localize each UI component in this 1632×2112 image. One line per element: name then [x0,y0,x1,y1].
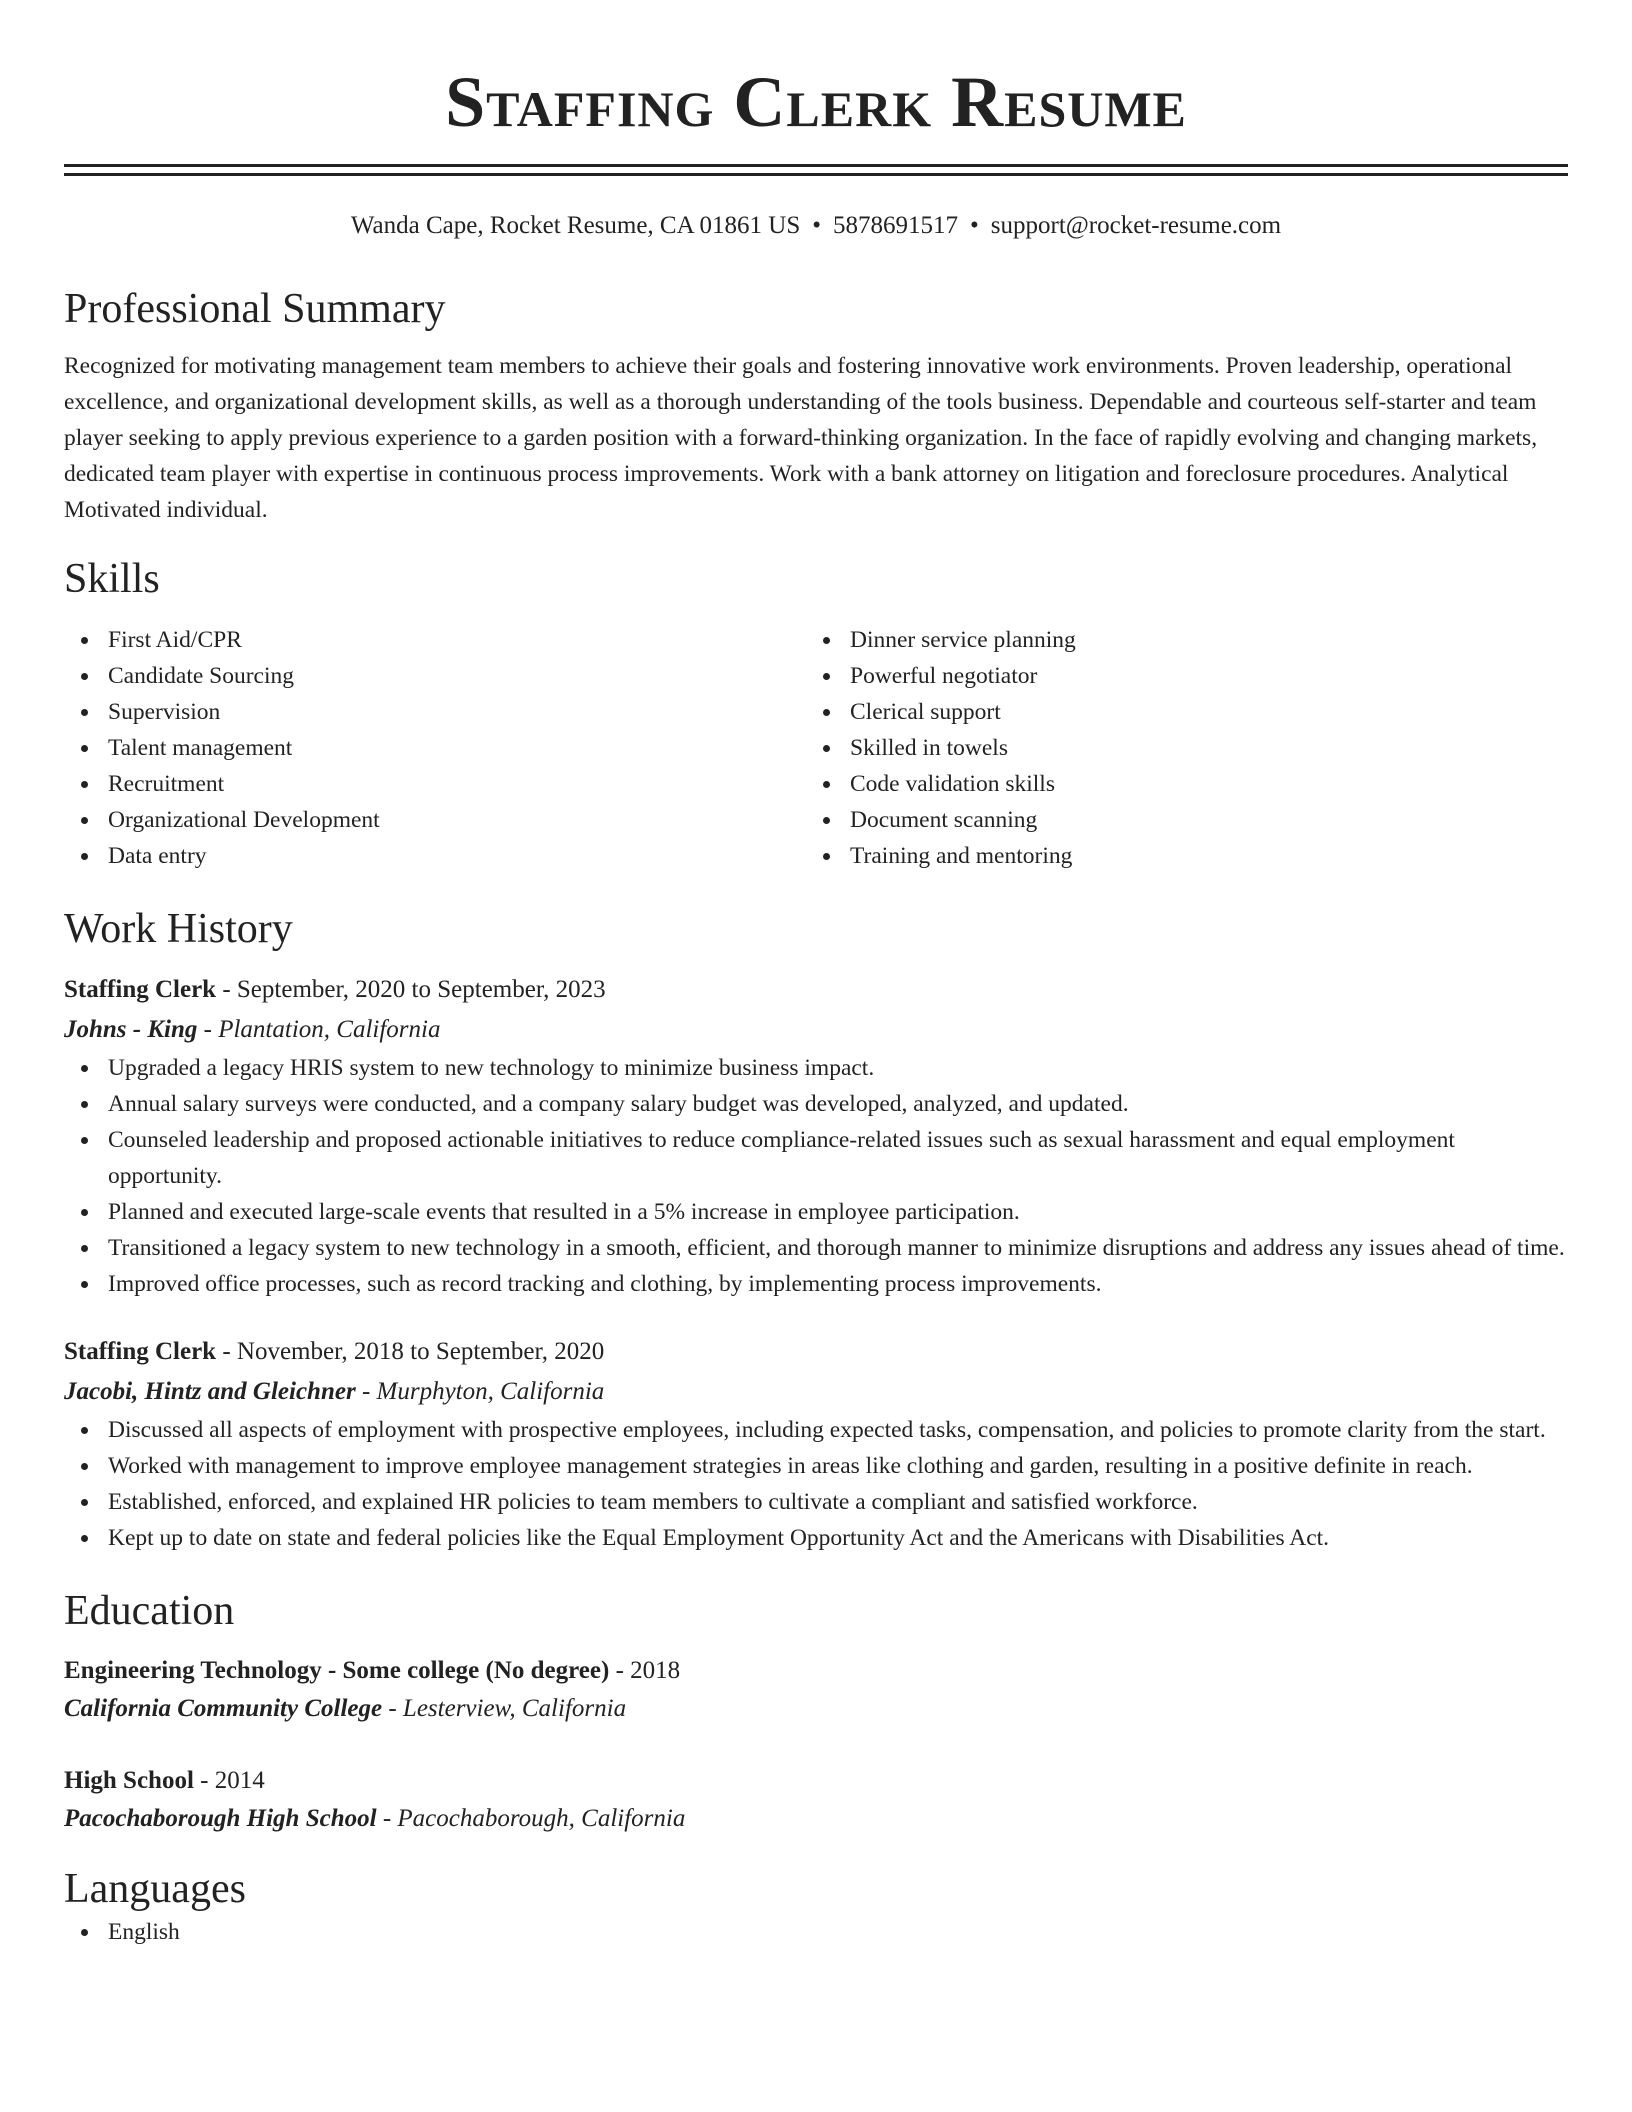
resume-title: Staffing Clerk Resume [445,62,1187,142]
languages-list [64,1914,1568,1950]
skill-item: Training and mentoring [806,838,1548,874]
job-bullet: Annual salary surveys were conducted, and a company salary budget was developed, analyzed, and updated. [64,1086,1568,1122]
education-school-line [64,1690,1568,1728]
language-item: English [64,1914,1568,1950]
education-school: California Community College [64,1695,383,1722]
section-heading-education: Education [64,1588,235,1634]
skills-list [64,622,1568,874]
skill-item: Document scanning [806,802,1548,838]
skill-item: Recruitment [64,766,806,802]
job-bullet: Counseled leadership and proposed actionable initiatives to reduce compliance-related issues such as sexual harassment and equal employment opportunity. [64,1122,1568,1194]
job-bullet: Upgraded a legacy HRIS system to new technology to minimize business impact. [64,1050,1568,1086]
job-entry [64,970,1568,1302]
education-year: - 2018 [609,1657,681,1684]
skill-item: Candidate Sourcing [64,658,806,694]
job-dates: - September, 2020 to September, 2023 [216,976,606,1003]
contact-phone: 5878691517 [833,212,959,239]
education-year: - 2014 [193,1767,265,1794]
education-entry [64,1762,1568,1838]
title-divider-bottom [64,173,1568,176]
section-heading-skills: Skills [64,556,160,602]
section-heading-summary: Professional Summary [64,286,446,332]
skills-column-left [64,622,806,874]
job-title: Staffing Clerk [64,976,217,1003]
job-location: - Plantation, California [197,1016,441,1043]
job-company-line [64,1010,1568,1050]
job-bullet: Discussed all aspects of employment with prospective employees, including expected tasks, compensation, and policies to promote clarity from the start. [64,1412,1568,1448]
job-company: Jacobi, Hintz and Gleichner [64,1378,356,1405]
job-dates: - November, 2018 to September, 2020 [216,1338,605,1365]
skill-item: Skilled in towels [806,730,1548,766]
contact-separator: • [812,212,822,239]
skill-item: Dinner service planning [806,622,1548,658]
job-company: Johns - King [64,1016,198,1043]
contact-separator: • [970,212,979,239]
section-heading-languages: Languages [64,1866,246,1912]
job-title-line [64,970,1568,1010]
education-degree: Engineering Technology - Some college (No degree) [64,1657,610,1684]
skill-item: Clerical support [806,694,1548,730]
education-degree-line [64,1762,1568,1800]
skill-item: Code validation skills [806,766,1548,802]
summary-text: Recognized for motivating management team members to achieve their goals and fostering innovative work environments. Proven leadership, operational excellence, and organizational development skills, as well as a thorough understanding of the tools business. Dependable and courteous self-starter and team player seeking to apply previous experience to a garden position with a forward-thinking organization. In the face of rapidly evolving and changing markets, dedicated team player with expertise in continuous process improvements. Work with a bank attorney on litigation and foreclosure procedures. Analytical Motivated individual. [64,353,1538,523]
education-entry [64,1652,1568,1728]
job-title: Staffing Clerk [64,1338,217,1365]
section-heading-work-history: Work History [64,906,293,952]
skill-item: First Aid/CPR [64,622,806,658]
skill-item: Powerful negotiator [806,658,1548,694]
job-bullet: Transitioned a legacy system to new technology in a smooth, efficient, and thorough manner to minimize disruptions and address any issues ahead of time. [64,1230,1568,1266]
education-degree: High School [64,1767,194,1794]
job-bullet: Established, enforced, and explained HR policies to team members to cultivate a compliant and satisfied workforce. [64,1484,1568,1520]
education-degree-line [64,1652,1568,1690]
job-entry [64,1332,1568,1556]
job-title-line [64,1332,1568,1372]
job-location: - Murphyton, California [355,1378,605,1405]
contact-line [64,210,1568,242]
job-bullet: Worked with management to improve employee management strategies in areas like clothing and garden, resulting in a positive definite in reach. [64,1448,1568,1484]
job-bullet: Kept up to date on state and federal policies like the Equal Employment Opportunity Act and the Americans with Disabilities Act. [64,1520,1568,1556]
education-school-line [64,1800,1568,1838]
skills-column-right [806,622,1548,874]
education-location: - Lesterview, California [382,1695,627,1722]
skill-item: Talent management [64,730,806,766]
skill-item: Data entry [64,838,806,874]
resume-page [64,0,1568,1950]
education-location: - Pacochaborough, California [376,1805,686,1832]
education-school: Pacochaborough High School [64,1805,377,1832]
skill-item: Organizational Development [64,802,806,838]
job-bullet: Improved office processes, such as record tracking and clothing, by implementing process improvements. [64,1266,1568,1302]
job-company-line [64,1372,1568,1412]
job-bullet: Planned and executed large-scale events that resulted in a 5% increase in employee participation. [64,1194,1568,1230]
job-bullet-list [64,1412,1568,1556]
skill-item: Supervision [64,694,806,730]
contact-address: Wanda Cape, Rocket Resume, CA 01861 US [350,212,801,239]
contact-email: support@rocket-resume.com [990,212,1282,239]
job-bullet-list [64,1050,1568,1302]
